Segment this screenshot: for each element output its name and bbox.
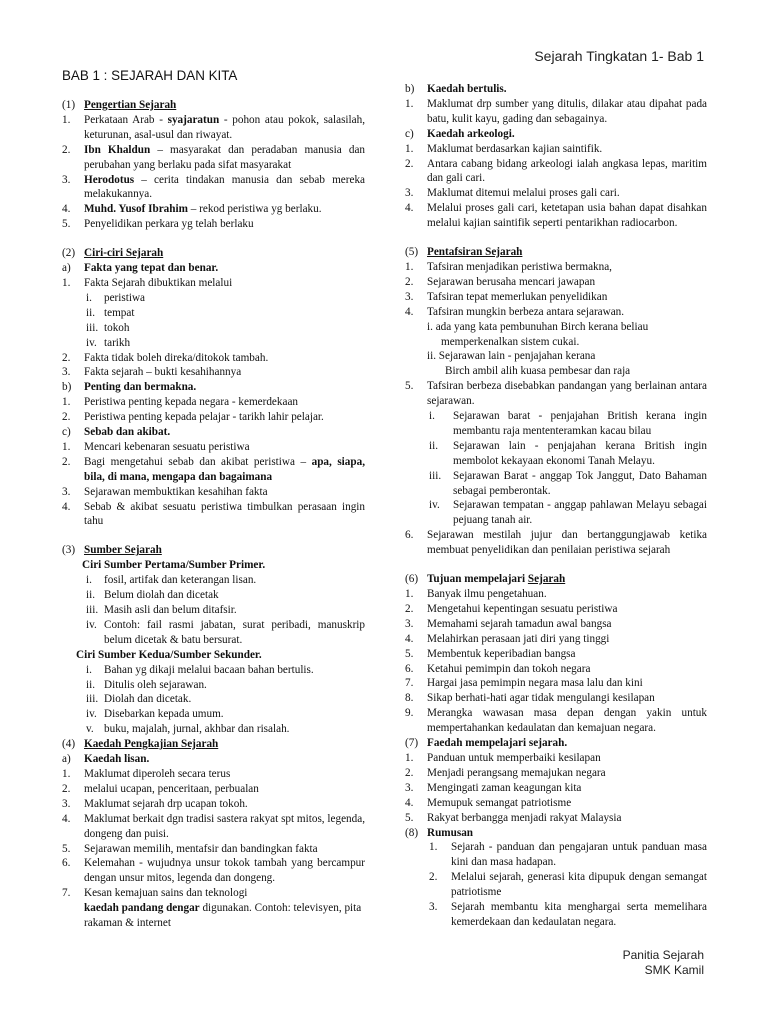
list-item: 5. Membentuk keperibadian bangsa	[405, 647, 576, 660]
subsection-heading: b) Kaedah bertulis.	[405, 83, 507, 95]
left-column	[62, 68, 365, 931]
list-item: 1. Perkataan Arab - syajaratun - pohon atau pokok, salasilah, keturunan, asal-usul dan riwayat.	[62, 113, 365, 141]
list-item: 1. Maklumat diperoleh secara terus	[62, 767, 231, 780]
sub-item: i. Sejarawan barat - penjajahan British kerana ingin membantu raja mententeramkan kacau bilau	[429, 410, 707, 437]
list-item: 1. Tafsiran menjadikan peristiwa bermakna,	[405, 260, 612, 273]
list-item: 2. Melalui sejarah, generasi kita dipupuk dengan semangat patriotisme	[429, 871, 707, 899]
sub-item: ii. Sejarawan lain - penjajahan kerana	[427, 350, 596, 363]
subsection-heading: Ciri Sumber Kedua/Sumber Sekunder.	[76, 648, 262, 661]
sub-item: ii. Sejarawan lain - penjajahan kerana British ingin membolot kekayaan ekonomi Tanah Melayu.	[429, 439, 707, 467]
list-item: 5. Penyelidikan perkara yg telah berlaku	[62, 218, 254, 231]
sub-item: iv. tarikh	[86, 336, 131, 349]
list-item: 2. Antara cabang bidang arkeologi ialah angkasa lepas, maritim dan gali cari.	[405, 157, 707, 185]
list-item: 4. Maklumat berkait dgn tradisi sastera rakyat spt mitos, legenda, dongeng dan puisi.	[62, 812, 365, 840]
list-item: 4. Melalui proses gali cari, ketetapan usia bahan dapat disahkan melalui kajian saintifik seperti pentarikhan radiocarbon.	[405, 202, 707, 230]
list-item: 2. melalui ucapan, penceritaan, perbualan	[62, 782, 259, 795]
section-7-heading: (7) Faedah mempelajari sejarah.	[405, 737, 568, 750]
sub-item: ii. Belum diolah dan dicetak	[86, 589, 219, 602]
sub-item: ii. tempat	[86, 306, 135, 319]
subsection-heading: Ciri Sumber Pertama/Sumber Primer.	[82, 559, 266, 572]
list-item: 2. Sejarawan berusaha mencari jawapan	[405, 275, 596, 288]
list-item: 2. Menjadi perangsang memajukan negara	[405, 766, 606, 779]
list-item: 4. Muhd. Yusof Ibrahim – rekod peristiwa yg berlaku.	[62, 203, 322, 216]
sub-item: iv. Contoh: fail rasmi jabatan, surat peribadi, manuskrip belum dicetak & batu bersurat.	[86, 618, 365, 646]
list-item: 1. Maklumat berdasarkan kajian saintifik.	[405, 142, 603, 155]
list-item: 1. Panduan untuk memperbaiki kesilapan	[405, 751, 601, 764]
sub-item: i. Bahan yg dikaji melalui bacaan bahan bertulis.	[86, 663, 314, 676]
page-header: Sejarah Tingkatan 1- Bab 1	[534, 48, 704, 64]
list-item: 3. Tafsiran tepat memerlukan penyelidikan	[405, 290, 608, 303]
list-item: 2. Peristiwa penting kepada pelajar - tarikh lahir pelajar.	[62, 411, 324, 424]
list-item: 9. Merangka wawasan masa depan dengan yakin untuk mempertahankan kedaulatan dan kemajuan negara.	[405, 707, 707, 735]
list-item-continuation: kaedah pandang dengar digunakan. Contoh: televisyen, pita rakaman & internet	[84, 902, 362, 930]
subsection-heading: b) Penting dan bermakna.	[62, 381, 197, 394]
list-item: 2. Fakta tidak boleh direka/ditokok tambah.	[62, 351, 269, 364]
list-item: 8. Sikap berhati-hati agar tidak mengulangi kesilapan	[405, 692, 655, 705]
sub-item: iv. Sejarawan tempatan - anggap pahlawan Melayu sebagai pejuang tanah air.	[429, 499, 707, 527]
list-item: 5. Rakyat berbangga menjadi rakyat Malaysia	[405, 811, 622, 824]
list-item: 6. Kelemahan - wujudnya unsur tokok tambah yang bercampur dengan unsur mitos, legenda dan dongeng.	[62, 857, 365, 885]
list-item: 6. Ketahui pemimpin dan tokoh negara	[405, 662, 591, 675]
section-3-heading: (3) Sumber Sejarah	[62, 544, 162, 557]
list-item: 3. Herodotus – cerita tindakan manusia dan sebab mereka melakukannya.	[62, 173, 365, 201]
sub-item: iii. Masih asli dan belum ditafsir.	[86, 604, 237, 616]
sub-item: v. buku, majalah, jurnal, akhbar dan risalah.	[86, 723, 290, 736]
list-item: 3. Maklumat ditemui melalui proses gali cari.	[405, 187, 620, 200]
sub-item: iii. Diolah dan dicetak.	[86, 693, 192, 706]
sub-item: iii. tokoh	[86, 321, 130, 334]
sub-item-continuation: memperkenalkan sistem cukai.	[441, 335, 580, 348]
section-1-list	[62, 113, 365, 232]
list-item: 1. Peristiwa penting kepada negara - kemerdekaan	[62, 396, 299, 409]
subsection-heading: a) Kaedah lisan.	[62, 753, 150, 766]
right-column	[405, 82, 707, 930]
list-item: 3. Sejarah membantu kita menghargai serta memelihara kemerdekaan dan kedaulatan negara.	[429, 901, 707, 928]
sub-item: i. peristiwa	[86, 291, 146, 304]
list-item: 2. Bagi mengetahui sebab dan akibat peristiwa – apa, siapa, bila, di mana, mengapa dan bagaimana	[62, 455, 365, 483]
sub-item: i. ada yang kata pembunuhan Birch kerana beliau	[427, 320, 649, 333]
list-item: 1. Sejarah - panduan dan pengajaran untuk panduan masa kini dan masa hadapan.	[429, 841, 707, 869]
subsection-heading: c) Kaedah arkeologi.	[405, 127, 515, 140]
list-item: 2. Mengetahui kepentingan sesuatu peristiwa	[405, 602, 618, 615]
sub-item: iv. Disebarkan kepada umum.	[86, 708, 224, 721]
sub-item: ii. Ditulis oleh sejarawan.	[86, 678, 207, 691]
list-item: 3. Sejarawan membuktikan kesahihan fakta	[62, 485, 268, 498]
list-item: 3. Maklumat sejarah drp ucapan tokoh.	[62, 797, 248, 810]
list-item: 5. Sejarawan memilih, mentafsir dan bandingkan fakta	[62, 842, 318, 855]
sub-item: i. fosil, artifak dan keterangan lisan.	[86, 574, 257, 587]
subsection-heading: a) Fakta yang tepat dan benar.	[62, 262, 219, 275]
list-item: 1. Fakta Sejarah dibuktikan melalui	[62, 276, 233, 289]
page-footer	[623, 948, 704, 978]
list-item: 7. Kesan kemajuan sains dan teknologi	[62, 887, 248, 900]
list-item: 5. Tafsiran berbeza disebabkan pandangan yang berlainan antara sejarawan.	[405, 380, 707, 408]
list-item: 3. Fakta sejarah – bukti kesahihannya	[62, 366, 242, 379]
list-item: 3. Memahami sejarah tamadun awal bangsa	[405, 617, 612, 630]
section-2-heading: (2) Ciri-ciri Sejarah	[62, 247, 164, 260]
chapter-title: BAB 1 : SEJARAH DAN KITA	[62, 68, 238, 83]
list-item: 4. Sebab & akibat sesuatu peristiwa timbulkan perasaan ingin tahu	[62, 500, 365, 528]
section-8-heading: (8) Rumusan	[405, 826, 474, 839]
sub-item-continuation: Birch ambil alih kuasa pembesar dan raja	[445, 365, 631, 378]
section-5-heading: (5) Pentafsiran Sejarah	[405, 246, 523, 259]
section-4-heading: (4) Kaedah Pengkajian Sejarah	[62, 738, 219, 751]
footer-line-2: SMK Kamil	[644, 963, 704, 977]
section-1-heading: (1) Pengertian Sejarah	[62, 99, 177, 111]
list-item: 1. Banyak ilmu pengetahuan.	[405, 588, 547, 600]
list-item: 7. Hargai jasa pemimpin negara masa lalu dan kini	[405, 677, 643, 690]
list-item: 4. Melahirkan perasaan jati diri yang tinggi	[405, 632, 610, 645]
list-item: 4. Memupuk semangat patriotisme	[405, 796, 572, 809]
list-item: 6. Sejarawan mestilah jujur dan bertanggungjawab ketika membuat penyelidikan dan penilaian peristiwa sejarah	[405, 529, 707, 557]
list-item: 1. Maklumat drp sumber yang ditulis, dilakar atau dipahat pada batu, kulit kayu, gading dan sebagainya.	[405, 97, 707, 125]
list-item: 1. Mencari kebenaran sesuatu peristiwa	[62, 440, 250, 453]
subsection-heading: c) Sebab dan akibat.	[62, 426, 171, 439]
sub-item: iii. Sejarawan Barat - anggap Tok Janggut, Dato Bahaman sebagai pemberontak.	[429, 469, 707, 497]
list-item: 2. Ibn Khaldun – masyarakat dan peradaban manusia dan perubahan yang berlaku pada sifat masyarakat	[62, 143, 365, 171]
list-item: 4. Tafsiran mungkin berbeza antara sejarawan.	[405, 305, 625, 318]
footer-line-1: Panitia Sejarah	[622, 948, 704, 962]
list-item: 3. Mengingati zaman keagungan kita	[405, 781, 582, 794]
section-6-heading: (6) Tujuan mempelajari Sejarah	[405, 573, 566, 586]
